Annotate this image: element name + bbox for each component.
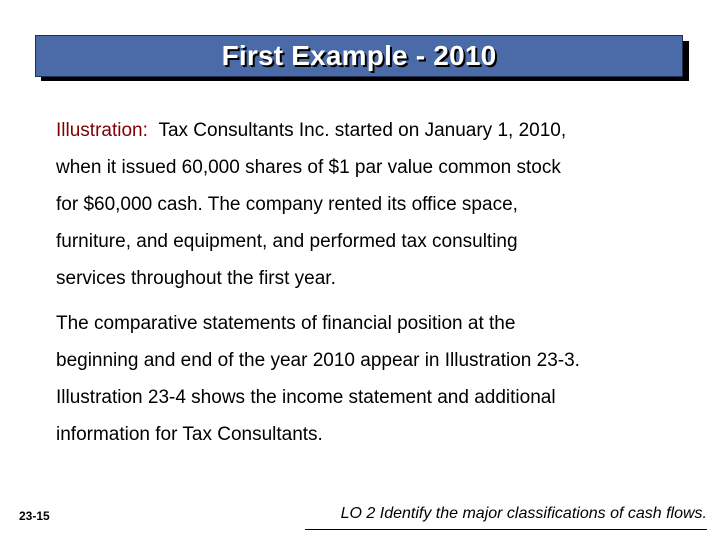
paragraph-line: beginning and end of the year 2010 appear in Illustration 23-3. [56,350,580,371]
paragraph-line: information for Tax Consultants. [56,424,323,445]
paragraph-line: for $60,000 cash. The company rented its office space, [56,194,518,215]
title-banner [35,35,683,77]
paragraph-line: furniture, and equipment, and performed tax consulting [56,231,518,252]
slide-number: 23-15 [19,509,50,523]
page-title: First Example - 2010 [221,40,497,71]
illustration-paragraph [56,112,696,297]
paragraph-line [56,112,696,149]
paragraph-line: The comparative statements of financial position at the [56,313,516,334]
illustration-label: Illustration: [56,120,148,141]
paragraph-line: Illustration 23-4 shows the income statement and additional [56,387,556,408]
paragraph-line-text: Tax Consultants Inc. started on January 1, 2010, [158,120,567,141]
comparative-statements-paragraph [56,305,696,453]
paragraph-line: services throughout the first year. [56,268,336,289]
slide-body [56,112,696,453]
footer-underline [305,529,707,530]
paragraph-line: when it issued 60,000 shares of $1 par value common stock [56,157,561,178]
learning-objective: LO 2 Identify the major classifications of cash flows. [340,505,707,522]
